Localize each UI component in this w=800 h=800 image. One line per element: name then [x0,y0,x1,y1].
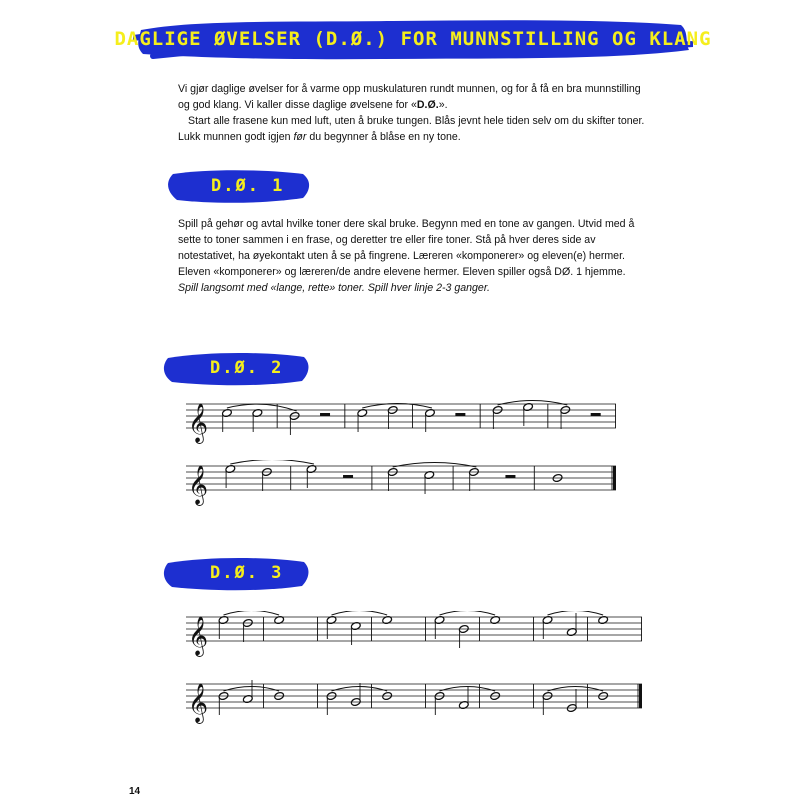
slur [224,611,280,615]
music-staff [186,398,616,448]
intro-text-c: Start alle frasene kun med luft, uten å bruke tungen. Blås jevnt hele tiden selv om du skifter toner. Lukk munnen godt igjen [178,115,645,143]
slur [548,611,604,615]
intro-paragraph-1 [178,81,648,113]
page-title: DAGLIGE ØVELSER (D.Ø.) FOR MUNNSTILLING OG KLANG [114,28,712,50]
section-heading-text: D.Ø. 1 [211,176,285,196]
section-1-instruction [178,280,648,296]
section-1-body: Spill på gehør og avtal hvilke toner dere skal bruke. Begynn med en tone av gangen. Utvid med å sette to toner sammen i en frase, og deretter tre eller fire toner. Stå på hver deres side av notestativet, ha øyekontakt uten å se på fingrene. Læreren «komponerer» og eleven(e) hermer. Eleven «komponerer» og læreren/de andre elevene hermer. Eleven spiller også DØ. 1 hjemme. [178,218,635,278]
intro-emphasis: før [293,131,307,143]
section-heading-3 [160,553,312,593]
intro-text-b: ». [438,99,448,111]
treble-clef-icon: 𝄞 [188,465,209,505]
slur [440,611,496,615]
section-1-text [178,216,648,296]
half-rest [343,475,353,478]
slur [230,460,314,464]
half-rest [591,413,601,416]
music-staff [186,678,642,728]
intro-paragraph-2 [178,113,648,145]
intro-text [178,81,648,145]
section-heading-text: D.Ø. 2 [210,358,284,378]
music-staff [186,460,616,510]
half-rest [455,413,465,416]
intro-text-a: Vi gjør daglige øvelser for å varme opp muskulaturen rundt munnen, og for å få en bra munnstilling og god klang. Vi kaller disse daglige øvelsene for « [178,83,641,111]
half-rest [505,475,515,478]
half-rest [320,413,330,416]
treble-clef-icon: 𝄞 [188,683,209,723]
intro-text-d: du begynner å blåse en ny tone. [306,131,461,143]
treble-clef-icon: 𝄞 [188,403,209,443]
intro-bold: D.Ø. [416,99,439,111]
page-number: 14 [129,786,141,797]
title-banner [114,16,712,62]
slur [332,611,388,615]
treble-clef-icon: 𝄞 [188,616,209,656]
section-heading-2 [160,348,312,388]
music-staff [186,611,642,661]
section-1-instruction-text: Spill langsomt med «lange, rette» toner. Spill hver linje 2-3 ganger. [178,282,490,294]
section-heading-text: D.Ø. 3 [210,563,284,583]
section-heading-1 [163,166,313,206]
